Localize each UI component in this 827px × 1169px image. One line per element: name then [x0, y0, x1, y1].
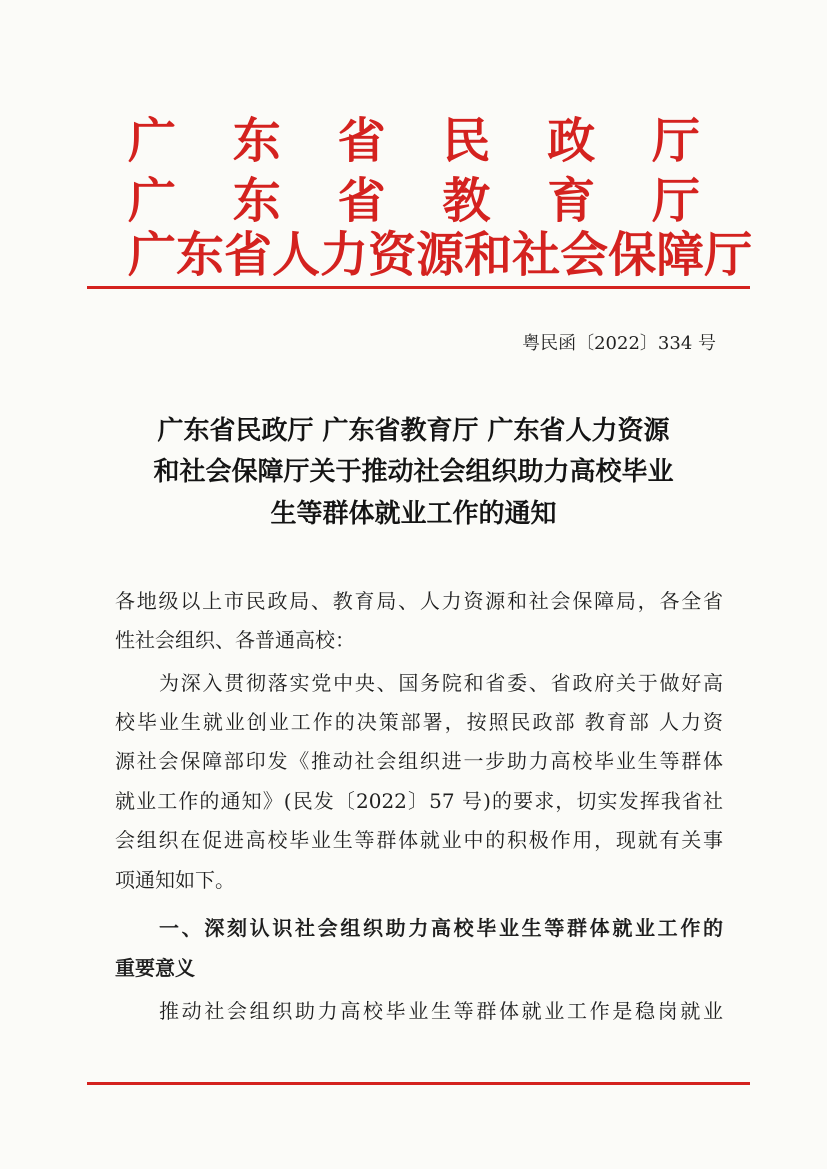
issuer-character: 东: [232, 173, 281, 229]
issuer-character: 人: [272, 227, 321, 283]
issuer-character: 教: [442, 173, 491, 229]
paragraph-1-line-3: 源社会保障部印发《推动社会组织进一步助力高校毕业生等群体: [115, 749, 723, 773]
paragraph-1-line-6: 项通知如下。: [115, 868, 235, 892]
document-title-line-1: 广东省民政厅 广东省教育厅 广东省人力资源: [157, 416, 670, 446]
issuer-character: 民: [442, 113, 491, 169]
document-number: 粤民函〔2022〕334 号: [522, 333, 716, 354]
issuer-character: 厅: [704, 227, 753, 283]
issuer-education-dept: [128, 173, 700, 229]
footer-red-divider: [87, 1082, 750, 1085]
issuer-human-resources-dept: [128, 227, 753, 283]
issuer-character: 厅: [651, 173, 700, 229]
issuer-character: 政: [547, 113, 596, 169]
issuer-character: 保: [608, 227, 657, 283]
paragraph-1-line-2: 校毕业生就业创业工作的决策部署，按照民政部 教育部 人力资: [115, 710, 723, 734]
section-1-heading-line-1: 一、深刻认识社会组织助力高校毕业生等群体就业工作的: [159, 916, 723, 940]
addressee-line-2: 性社会组织、各普通高校：: [115, 628, 355, 652]
issuer-character: 资: [368, 227, 417, 283]
section-1-heading-line-2: 重要意义: [115, 956, 195, 980]
header-red-divider: [87, 286, 750, 289]
paragraph-1-line-5: 会组织在促进高校毕业生等群体就业中的积极作用，现就有关事: [115, 828, 723, 852]
issuer-character: 广: [128, 173, 177, 229]
paragraph-1-line-1: 为深入贯彻落实党中央、国务院和省委、省政府关于做好高: [159, 671, 723, 695]
paragraph-1-line-4: 就业工作的通知》(民发〔2022〕57 号)的要求，切实发挥我省社: [115, 789, 723, 813]
issuer-character: 厅: [651, 113, 700, 169]
issuer-character: 东: [176, 227, 225, 283]
issuer-character: 和: [464, 227, 513, 283]
issuer-character: 育: [547, 173, 596, 229]
issuer-character: 障: [656, 227, 705, 283]
document-title-line-3: 生等群体就业工作的通知: [270, 499, 557, 529]
issuer-character: 源: [416, 227, 465, 283]
issuer-character: 省: [337, 173, 386, 229]
issuer-character: 广: [128, 227, 177, 283]
issuer-character: 省: [224, 227, 273, 283]
issuer-character: 力: [320, 227, 369, 283]
paragraph-2-line-1: 推动社会组织助力高校毕业生等群体就业工作是稳岗就业: [159, 999, 723, 1023]
issuer-character: 东: [232, 113, 281, 169]
issuer-character: 广: [128, 113, 177, 169]
issuer-character: 会: [560, 227, 609, 283]
document-title-line-2: 和社会保障厅关于推动社会组织助力高校毕业: [153, 457, 674, 487]
issuer-civil-affairs-dept: [128, 113, 700, 169]
issuer-character: 省: [337, 113, 386, 169]
issuer-character: 社: [512, 227, 561, 283]
addressee-line-1: 各地级以上市民政局、教育局、人力资源和社会保障局，各全省: [115, 589, 723, 613]
